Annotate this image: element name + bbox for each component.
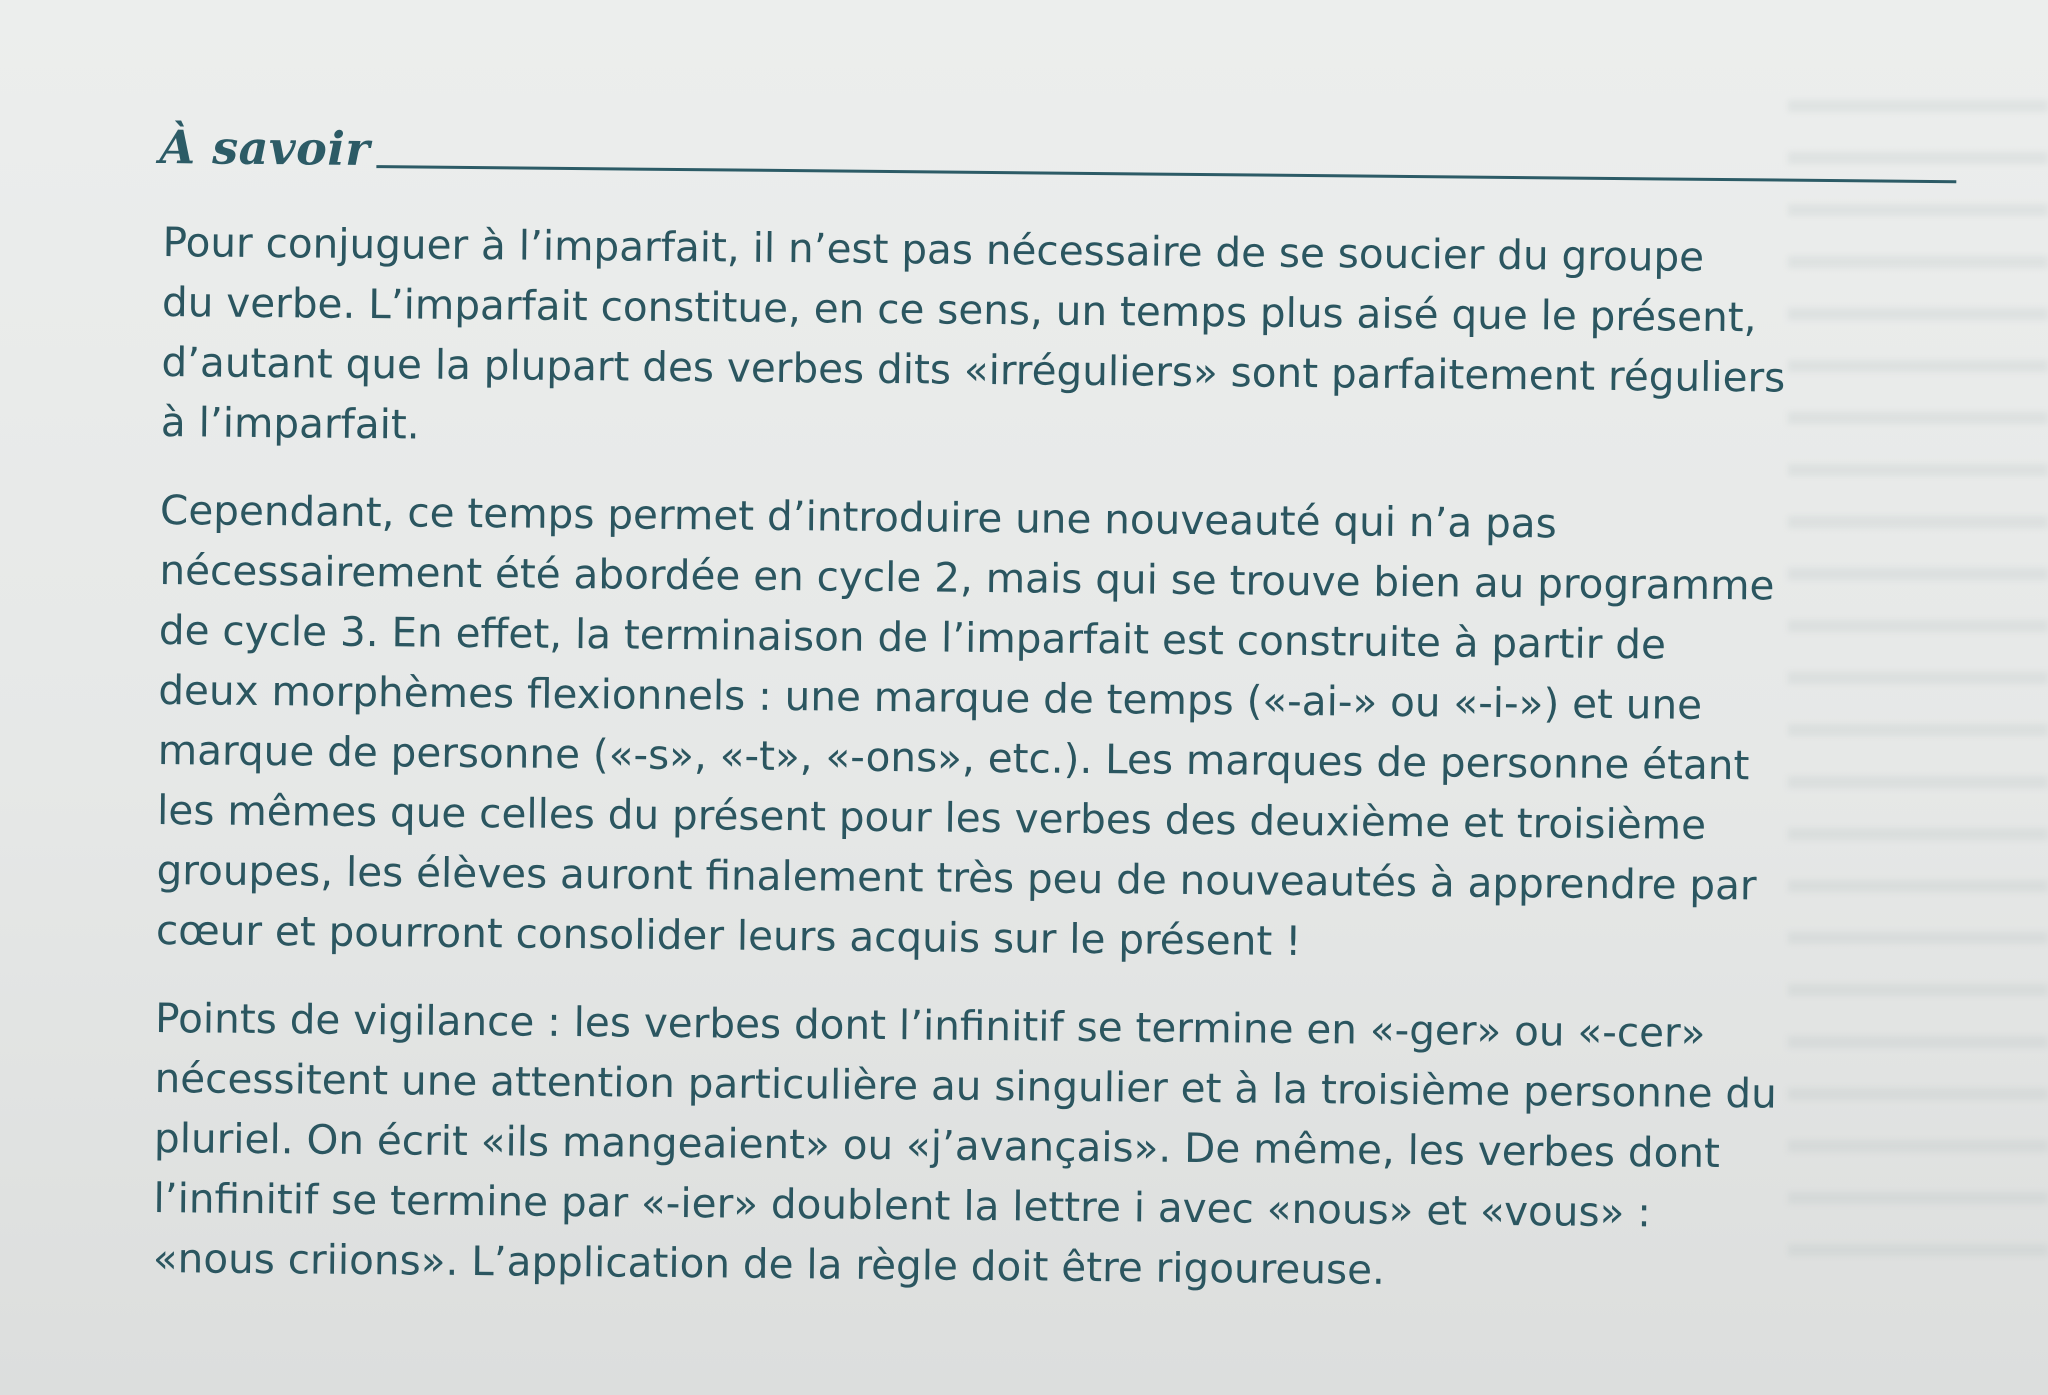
text-line: nécessitent une attention particulière au singulier et à la troisième personne du [154, 1053, 1778, 1118]
text-line: cœur et pourront consolider leurs acquis sur le présent ! [155, 906, 1302, 965]
text-line: marque de personne («-s», «-t», «-ons», etc.). Les marques de personne étant [157, 726, 1750, 790]
text-line: pluriel. On écrit «ils mangeaient» ou «j’avançais». De même, les verbes dont [153, 1113, 1721, 1178]
text-line: «nous criions». L’application de la règle doit être rigoureuse. [152, 1233, 1386, 1294]
text-line: deux morphèmes flexionnels : une marque de temps («-ai-» ou «-i-») et une [158, 666, 1703, 729]
text-line: Pour conjuguer à l’imparfait, il n’est pas nécessaire de se soucier du groupe [162, 218, 1705, 281]
text-line: du verbe. L’imparfait constitue, en ce sens, un temps plus aisé que le présent, [161, 278, 1757, 342]
paragraph-1 [161, 212, 1973, 469]
text-line: de cycle 3. En effet, la terminaison de l’imparfait est construite à partir de [158, 606, 1667, 669]
text-line: Cependant, ce temps permet d’introduire une nouveauté qui n’a pas [159, 486, 1557, 548]
paragraph-3 [153, 988, 1966, 1305]
title-underline [376, 165, 1956, 183]
info-box [148, 100, 1960, 1333]
text-line: nécessairement été abordée en cycle 2, mais qui se trouve bien au programme [159, 546, 1775, 610]
paragraph-2 [156, 480, 1971, 977]
text-line: groupes, les élèves auront finalement très peu de nouveautés à apprendre par [156, 846, 1757, 910]
text-line: à l’imparfait. [160, 398, 420, 449]
text-line: Points de vigilance : les verbes dont l’infinitif se termine en «-ger» ou «-cer» [154, 993, 1706, 1057]
text-line: les mêmes que celles du présent pour les verbes des deuxième et troisième [156, 786, 1707, 849]
text-line: d’autant que la plupart des verbes dits «irréguliers» sont parfaitement réguliers [161, 338, 1786, 402]
section-header [159, 100, 1960, 187]
text-line: l’infinitif se termine par «-ier» doublent la lettre i avec «nous» et «vous» : [153, 1173, 1652, 1237]
section-title: À savoir [159, 119, 371, 177]
